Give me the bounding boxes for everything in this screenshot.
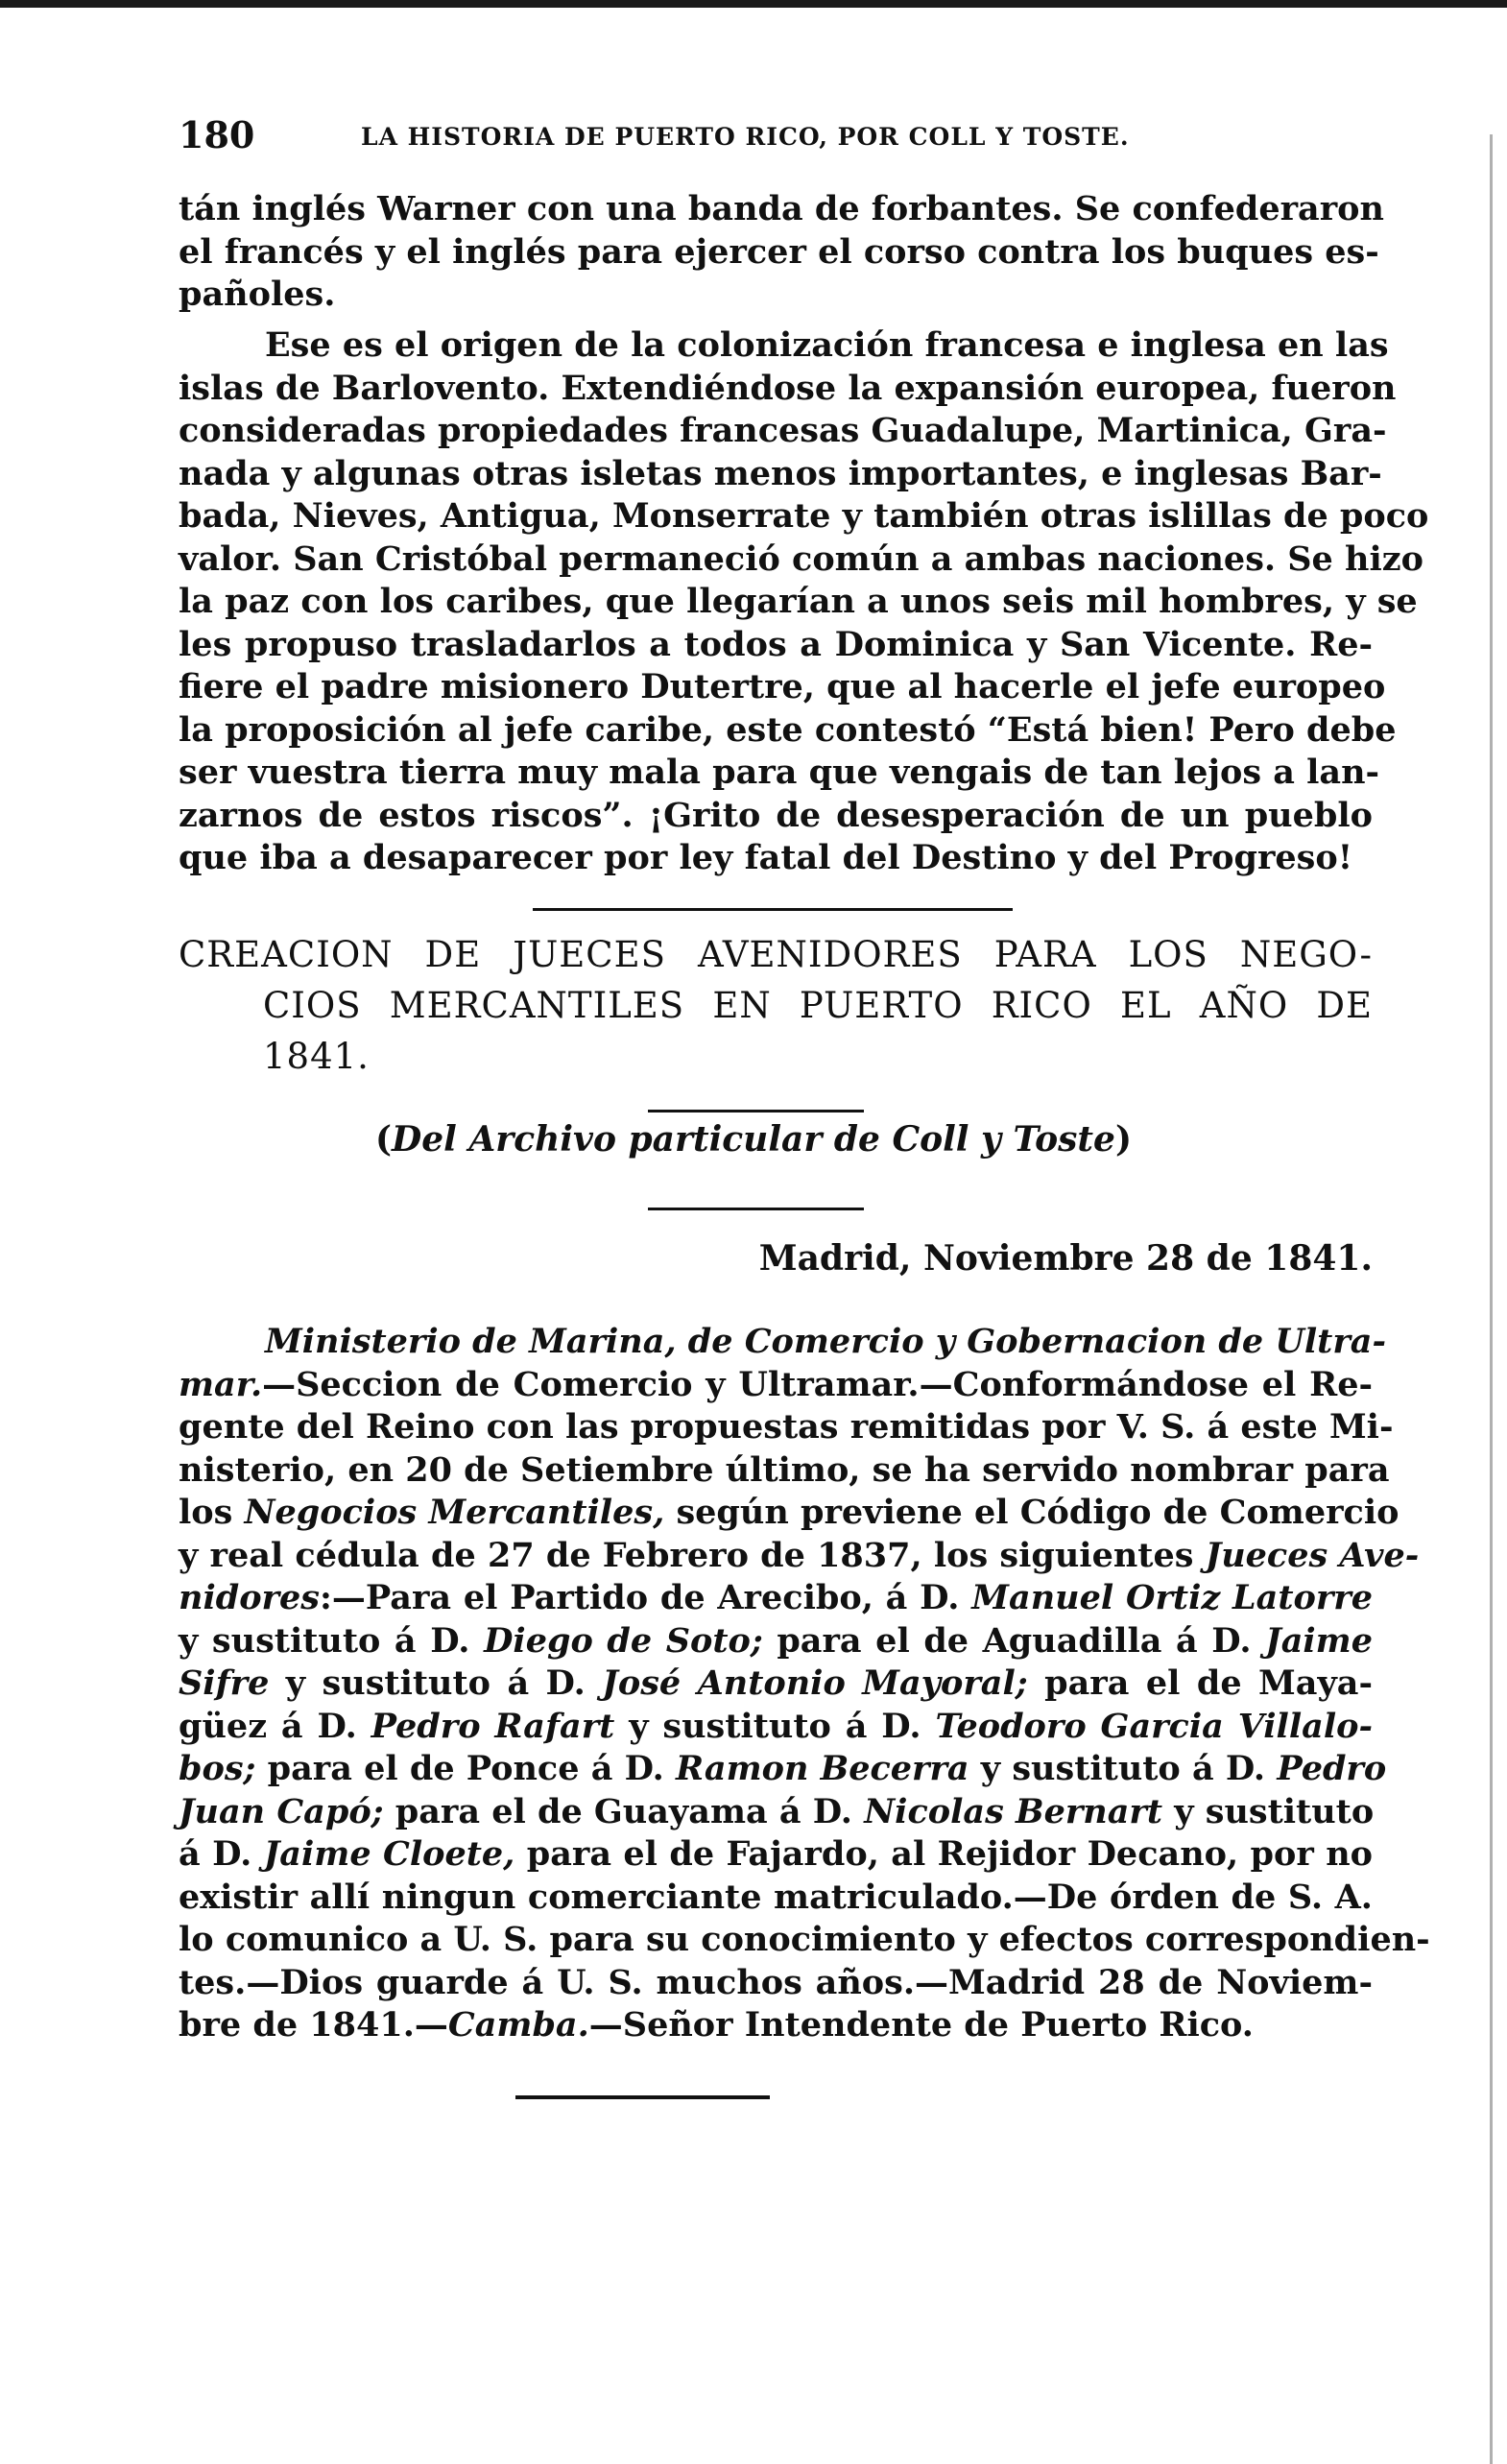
text-span: y sustituto á D.: [269, 1663, 603, 1703]
text-line: tán inglés Warner con una banda de forbantes. Se confederaron: [179, 189, 1384, 228]
source-rule-top: [648, 1110, 864, 1112]
text-span: —Seccion de Comercio y Ultramar.—Conformándose el Re-: [262, 1364, 1373, 1404]
text-line: Ese es el origen de la colonización francesa e inglesa en las: [265, 325, 1389, 365]
source-rule-bottom: [648, 1208, 864, 1210]
paragraph-continuation: [179, 188, 1384, 317]
text-line: les propuso trasladarlos a todos a Dominica y San Vicente. Re-: [179, 624, 1373, 664]
closing-rule: [515, 2095, 770, 2099]
person-name: bos;: [179, 1749, 256, 1788]
person-name: Juan Capó;: [179, 1791, 384, 1831]
text-span: según previene el Código de Comercio: [664, 1493, 1399, 1532]
text-line: nisterio, en 20 de Setiembre último, se ha servido nombrar para: [179, 1449, 1390, 1490]
person-name: Ramon Becerra: [676, 1749, 969, 1788]
source-paren-close: ): [1114, 1119, 1132, 1160]
text-line: gente del Reino con las propuestas remitidas por V. S. á este Mi-: [179, 1407, 1394, 1447]
text-line: la paz con los caribes, que llegarían a unos seis mil hombres, y se: [179, 582, 1418, 621]
top-border-rule: [0, 0, 1507, 8]
text-line: [179, 1321, 1386, 1364]
running-title: LA HISTORIA DE PUERTO RICO, POR COLL Y TOSTE.: [361, 123, 1130, 151]
text-span: á D.: [179, 1834, 264, 1874]
text-line: la proposición al jefe caribe, este contestó “Está bien! Pero debe: [179, 709, 1397, 750]
source-text: Del Archivo particular de Coll y Toste: [392, 1119, 1115, 1160]
text-line: [179, 1663, 1373, 1706]
source-paren-open: (: [374, 1119, 393, 1160]
text-line: [179, 2004, 1373, 2047]
text-line: valor. San Cristóbal permaneció común a ambas naciones. Se hizo: [179, 538, 1423, 579]
text-line: [179, 1706, 1373, 1749]
text-line: [179, 1791, 1373, 1834]
text-line: pañoles.: [179, 275, 336, 314]
text-span: para el de Maya-: [1027, 1663, 1373, 1703]
text-line: [179, 1620, 1373, 1663]
text-line: [179, 1492, 1399, 1535]
text-line: [179, 1748, 1387, 1791]
text-line: zarnos de estos riscos”. ¡Grito de desesperación de un pueblo: [179, 795, 1373, 835]
text-line: bada, Nieves, Antigua, Monserrate y también otras islillas de poco: [179, 496, 1429, 536]
section-divider: [533, 908, 1013, 911]
person-name: Nicolas Bernart: [864, 1791, 1163, 1831]
page-number: 180: [179, 113, 255, 156]
signature-name: Camba.: [447, 2005, 589, 2045]
source-note: [0, 1119, 1507, 1160]
italic-term: Negocios Mercantiles,: [244, 1493, 665, 1532]
text-span: y sustituto á D.: [614, 1706, 936, 1746]
text-span: y sustituto á D.: [969, 1749, 1278, 1788]
text-line: consideradas propiedades francesas Guadalupe, Martinica, Gra-: [179, 411, 1387, 450]
ministry-name: Ministerio de Marina, de Comercio y Gobernacion de Ultra-: [265, 1322, 1386, 1361]
italic-term: nidores: [179, 1578, 320, 1617]
text-line: islas de Barlovento. Extendiéndose la expansión europea, fueron: [179, 368, 1397, 408]
section-title-line: CIOS MERCANTILES EN PUERTO RICO EL AÑO DE: [263, 985, 1373, 1026]
text-span: para el de Fajardo, al Rejidor Decano, por no: [514, 1834, 1373, 1874]
text-line: que iba a desaparecer por ley fatal del Destino y del Progreso!: [179, 838, 1353, 877]
text-span: y real cédula de 27 de Febrero de 1837, los siguientes: [179, 1535, 1206, 1575]
text-line: [179, 1364, 1373, 1407]
text-span: y sustituto á D.: [179, 1620, 485, 1661]
text-span: bre de 1841.—: [179, 2005, 448, 2045]
text-span: y sustituto: [1162, 1791, 1375, 1831]
person-name: Pedro Rafart: [371, 1706, 615, 1746]
letter-body: [179, 1321, 1430, 2047]
person-name: Pedro: [1277, 1749, 1387, 1788]
person-name: Diego de Soto;: [484, 1620, 763, 1661]
text-line: ser vuestra tierra muy mala para que vengais de tan lejos a lan-: [179, 753, 1380, 792]
text-span: para el de Guayama á D.: [383, 1791, 865, 1831]
text-line: [179, 1577, 1373, 1620]
text-span: para el de Ponce á D.: [255, 1749, 677, 1788]
paragraph-colonization: [179, 324, 1429, 880]
text-line: [179, 1833, 1373, 1877]
section-title-line: CREACION DE JUECES AVENIDORES PARA LOS NEGO-: [179, 934, 1373, 975]
text-line: lo comunico a U. S. para su conocimiento y efectos correspondien-: [179, 1920, 1430, 1959]
person-name: Jaime: [1265, 1620, 1373, 1661]
person-name: Sifre: [179, 1663, 270, 1703]
person-name: Manuel Ortiz Latorre: [971, 1578, 1373, 1617]
text-span: los: [179, 1493, 245, 1532]
text-line: existir allí ningun comerciante matriculado.—De órden de S. A.: [179, 1877, 1373, 1917]
text-span: —Señor Intendente de Puerto Rico.: [588, 2005, 1254, 2045]
text-line: [179, 1535, 1420, 1578]
page-header: [179, 113, 1369, 171]
text-span: :—Para el Partido de Arecibo, á D.: [319, 1578, 972, 1617]
italic-term: Jueces Ave-: [1205, 1535, 1420, 1575]
page-edge-shadow: [1490, 134, 1493, 2464]
person-name: Jaime Cloete,: [263, 1834, 515, 1874]
person-name: José Antonio Mayoral;: [602, 1663, 1028, 1703]
text-line: el francés y el inglés para ejercer el corso contra los buques es-: [179, 231, 1379, 272]
person-name: Teodoro Garcia Villalo-: [935, 1706, 1373, 1746]
text-span: güez á D.: [179, 1706, 371, 1746]
section-title: [179, 929, 1373, 1082]
text-line: nada y algunas otras isletas menos importantes, e inglesas Bar-: [179, 453, 1382, 493]
section-title-line: 1841.: [263, 1036, 370, 1077]
text-line: fiere el padre misionero Dutertre, que al hacerle el jefe europeo: [179, 667, 1386, 706]
dateline: Madrid, Noviembre 28 de 1841.: [758, 1238, 1373, 1279]
text-line: tes.—Dios guarde á U. S. muchos años.—Madrid 28 de Noviem-: [179, 1962, 1373, 2002]
ministry-name-end: mar.: [179, 1364, 263, 1404]
text-span: para el de Aguadilla á D.: [762, 1620, 1266, 1661]
